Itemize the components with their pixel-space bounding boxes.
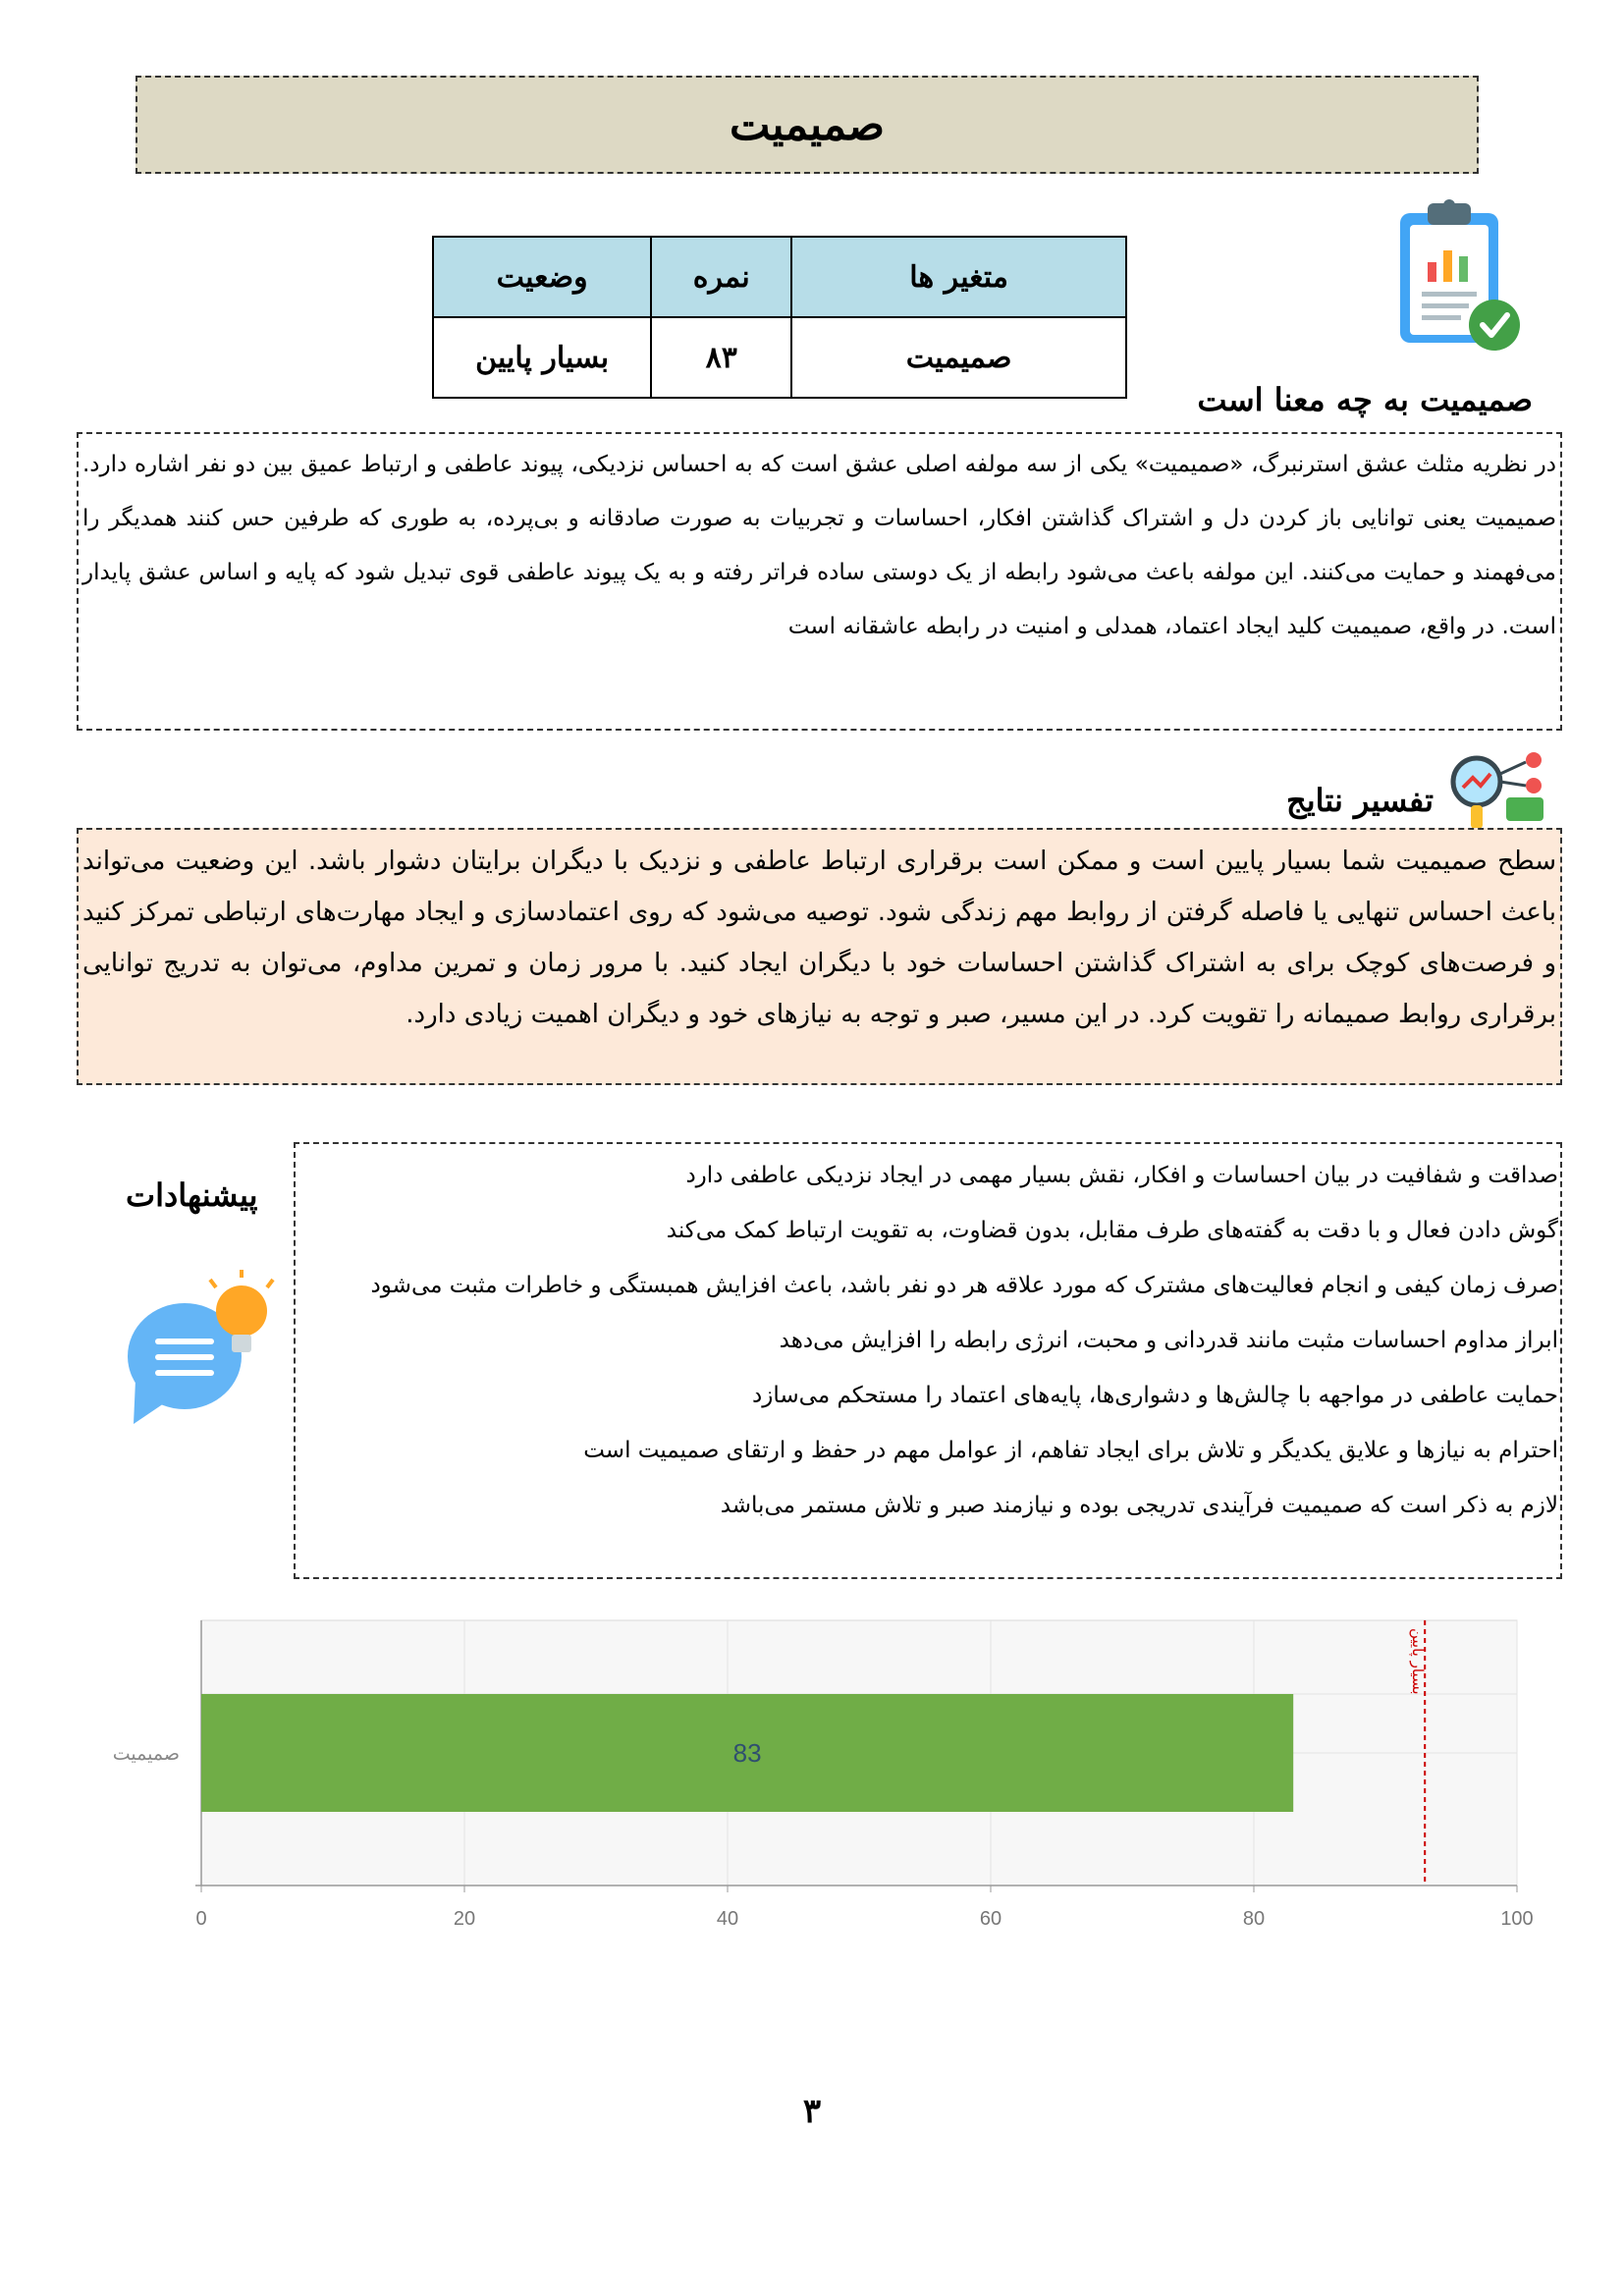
x-tick-label: 20	[453, 1908, 476, 1930]
suggestions-heading: پیشنهادات	[126, 1176, 258, 1214]
table-header-variable: متغیر ها	[791, 237, 1126, 317]
page-title-box	[135, 76, 1479, 174]
page-number: ۳	[802, 2092, 822, 2131]
category-label: صمیمیت	[112, 1743, 180, 1765]
analysis-magnifier-icon	[1443, 746, 1551, 835]
meaning-heading: صمیمیت به چه معنا است	[1197, 381, 1533, 418]
x-tick-label: 80	[1242, 1908, 1266, 1930]
list-item: گوش دادن فعال و با دقت به گفته‌های طرف مقابل، بدون قضاوت، به تقویت ارتباط کمک می‌کند	[666, 1218, 1558, 1243]
clipboard-chart-icon	[1392, 191, 1530, 358]
reference-line-label: بسیار پایین	[1409, 1628, 1428, 1695]
x-tick-label: 100	[1500, 1908, 1534, 1930]
interpretation-heading: تفسیر نتایج	[1286, 782, 1434, 819]
table-header-score: نمره	[651, 237, 791, 317]
x-tick-label: 40	[716, 1908, 739, 1930]
interpretation-text: سطح صمیمیت شما بسیار پایین است و ممکن است برقراری ارتباط عاطفی و نزدیک با دیگران برایتان دشوار باشد. این وضعیت می‌تواند باعث احساس تنهایی یا فاصله گرفتن از روابط مهم زندگی شود. توصیه می‌شود که روی اعتمادسازی و ایجاد مهارت‌های ارتباطی تمرکز کنید و فرصت‌های کوچک برای به اشتراک گذاشتن احساسات خود با دیگران ایجاد کنید. با مرور زمان و تمرین مداوم، می‌توان به تدریج توانایی برقراری روابط صمیمانه را تقویت کرد. در این مسیر، صبر و توجه به نیازهای خود و دیگران اهمیت زیادی دارد.	[82, 847, 1556, 1029]
meaning-text-box	[77, 432, 1562, 731]
data-label: 83	[732, 1738, 762, 1768]
list-item: حمایت عاطفی در مواجهه با چالش‌ها و دشواری‌ها، پایه‌های اعتماد را مستحکم می‌سازد	[752, 1383, 1558, 1408]
list-item: لازم به ذکر است که صمیمیت فرآیندی تدریجی بوده و نیازمند صبر و تلاش مستمر می‌باشد	[720, 1493, 1558, 1518]
interpretation-text-box	[77, 828, 1562, 1085]
x-tick-label: 0	[195, 1908, 207, 1930]
suggestions-box	[294, 1142, 1562, 1579]
list-item: ابراز مداوم احساسات مثبت مانند قدردانی و محبت، انرژی رابطه را افزایش می‌دهد	[779, 1328, 1558, 1353]
table-row	[433, 317, 1126, 398]
list-item: صرف زمان کیفی و انجام فعالیت‌های مشترک که مورد علاقه هر دو نفر باشد، باعث افزایش همبستگی و خاطرات مثبت می‌شود	[370, 1273, 1558, 1298]
x-tick-label: 60	[979, 1908, 1002, 1930]
table-cell-status: بسیار پایین	[433, 317, 651, 398]
list-item: صداقت و شفافیت در بیان احساسات و افکار، نقش بسیار مهمی در ایجاد نزدیکی عاطفی دارد	[685, 1163, 1558, 1188]
table-cell-score: ۸۳	[651, 317, 791, 398]
table-header-status: وضعیت	[433, 237, 651, 317]
list-item: احترام به نیازها و علایق یکدیگر و تلاش برای ایجاد تفاهم، از عوامل مهم در حفظ و ارتقای صمیمیت است	[583, 1438, 1558, 1463]
meaning-text: در نظریه مثلث عشق استرنبرگ، «صمیمیت» یکی از سه مولفه اصلی عشق است که به احساس نزدیکی، پیوند عاطفی و ارتباط عمیق بین دو نفر اشاره دارد. صمیمیت یعنی توانایی باز کردن دل و اشتراک گذاشتن افکار، احساسات و تجربیات به صورت صادقانه و بی‌پرده، به طوری که طرفین حس کنند همدیگر را می‌فهمند و حمایت می‌کنند. این مولفه باعث می‌شود رابطه از یک دوستی ساده فراتر رفته و به یک پیوند عاطفی قوی تبدیل شود که پایه و اساس عشق پایدار است. در واقع، صمیمیت کلید ایجاد اعتماد، همدلی و امنیت در رابطه عاشقانه است	[82, 452, 1556, 639]
table-cell-variable: صمیمیت	[791, 317, 1126, 398]
chat-lightbulb-icon	[116, 1262, 283, 1429]
score-table	[432, 236, 1127, 399]
score-bar-chart	[79, 1606, 1571, 1940]
page-title: صمیمیت	[730, 99, 885, 150]
table-header-row	[433, 237, 1126, 317]
